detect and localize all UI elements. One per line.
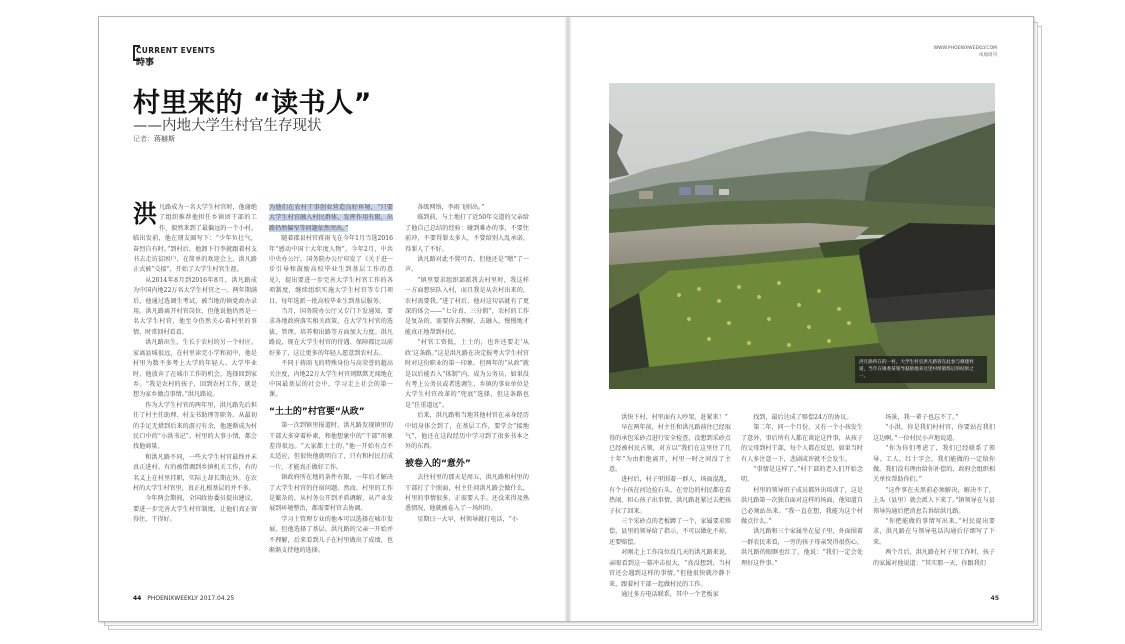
paragraph-text: 村里的领导班子成员都外出培训了，这是洪凡路第一次独自面对这样的场面，他知道自己必须站出来。“我一直在想，我能为这个村做点什么。” [741,486,863,526]
left-column-3 [405,203,529,591]
paragraph-text: 星期日一大早，村领导就打电话，“小 [417,515,518,523]
paragraph-text: 凡路成为一名大学生村官时，他谢绝了组织推荐他担任乡镇团干部的工作，毅然来到了最偏远的一个小村。临出发前，他在朋友圈写下：“少年负壮气，奋烈自有时。”到村后，他卸下行李就跟着村支书去走访贫困户，在简单的欢迎会上，洪凡路正式被“交接”，开始了大学生村官生涯。 [133,204,257,274]
paragraph-text: 洪凡路对此不置可否，但他还是“嗯”了一声。 [405,256,529,274]
paragraph [133,401,257,453]
paragraph [741,413,863,423]
drop-cap: 洪 [133,200,157,228]
byline-author: 蒋赫斯 [154,135,175,143]
issue-date: 2017.04.25 [199,595,235,602]
paragraph [609,590,731,600]
left-page [99,17,565,621]
paragraph [269,421,393,473]
paragraph-text: 找到，最后达成了赔偿24万的协议。 [753,414,853,421]
left-column-2 [269,203,393,591]
paragraph [405,213,529,255]
paragraph-text: “镇里要求组织部派我去村里时，我这样一方面想驻队入村，而且我是从农村出来的，农村需要我。”进了村后，他对这句话就有了更深的体会——“七分真、三分假”，农村的工作是复杂的，需要你去理解、去融入，慢慢地才能真正地帮到村民。 [405,276,529,336]
paragraph [133,338,257,400]
paragraph [609,423,731,475]
paragraph [269,234,393,307]
paragraph-text: 洪快下村，村里面有人吵架，赶紧来！” [621,414,728,421]
photo-landscape [609,83,995,389]
paragraph-text: 各级网络，李雨飞则出。” [417,204,485,211]
paragraph [133,494,257,525]
paragraph-text: 通过多方电话联系，其中一个老板家 [621,590,719,598]
paragraph [873,413,995,423]
paragraph [133,453,257,495]
paragraph-text: 当月，国务院办公厅又专门下发通知，要求各地政府落实相关政策，在大学生村官的选拔、管理、培养和出路等方面加大力度。洪凡路说，现在大学生村官的待遇、保障都比以前好多了，这让更多的年轻人愿意到农村去。 [269,308,393,357]
paragraph [405,338,529,411]
paragraph-text: 对刚走上工作岗位没几天的洪凡路来说，亲眼看到这一幕冲击很大，“真没想到，当村官还会遇到这样的事情。”但他很快就冷静下来，跟着村干部一起做村民的工作。 [609,549,731,588]
paragraph [741,486,863,528]
paragraph-text: 去往村里的那天是周五，洪凡路和村里的干部打了个照面，村主任问洪凡路会做什么，村里的事情很多，正需要人手。还没来得及熟悉情况，他就被卷入了一场纠纷。 [405,474,529,513]
article-subtitle: ——内地大学生村官生存现状 [133,118,322,134]
paragraph-text: 临到前，与土地打了近50年交道的父亲给了他自己总结的经验：碰到难办的事，不要往前冲，不要得罪太多人，不要给别人乱承诺，得罪人了不好。 [405,214,529,253]
paragraph [133,276,257,338]
paragraph [269,359,393,401]
paragraph-text: 洪凡路出生、生长于农村的另一个村庄。家离县城很远，在村里读完小学和初中，他是村里为数不多考上大学的年轻人。大学毕业时，他放弃了在城市工作的机会，选择回到家乡。“我是农村的孩子，回到农村工作，就是想为家乡做点事情。”洪凡路说。 [133,339,257,399]
highlighted-text: 为他们在农村干事创业营造良好环境，“只要大学生村官融入村民群体，发挥作用有限，出路仍然偏窄等问题依然突出。” [269,204,393,232]
paragraph-text: 三个采砂点的老板蹲了一个，家属要求赔偿，县里的领导给了指示，不可以做化不掉，还要赔偿。 [609,518,731,546]
article-title: 村里来的 “读书人” [133,88,372,119]
right-column-3 [873,413,995,591]
running-head [934,45,997,59]
right-column-1 [609,413,731,598]
paragraph-text: “事情是这样了，”村干部的老人们开始念叨。 [741,466,863,484]
paragraph-text: 镇政府所在地的条件有限，一年后才解决了大学生村官的住宿问题。然而，村里的工作是繁杂的，从村务公开到矛盾调解，从产业发展到环境整治，都需要村官去协调。 [269,474,393,513]
folio-left [133,595,234,602]
paragraph-text: 进村后，村子里围着一群人，场面混乱，有个小孩在河边捡石头，在旁边的村民都在看热闹，担心孩子出事情，洪凡路赶紧过去把孩子拉了回来。 [609,476,731,515]
paragraph-text: 不同于蒋雨飞的特殊身份与高荣誉的超高关注度，内地22万大学生村官则默默无闻地在中国最基层的社会中，学习走上社会的第一课。 [269,360,393,399]
paragraph [269,203,393,234]
byline-label: 记者： [133,135,154,143]
paragraph [405,515,529,525]
photo-caption: 洪凡路所在的一村，大学生村官洪凡路曾在此参与修建村道，当年在镇委某领导鼓励他来这里村组锻炼后的结果之一。 [855,356,987,383]
running-head-name: 凤凰周刊 [979,53,997,58]
paragraph [873,423,995,444]
paragraph-text: 和洪凡路不同，一些大学生村官最终并未真正进村。有的被借调到乡镇机关工作，有的名义上在村里挂职，实际上却长期在外。在农村的大学生村官里，真正扎根基层的并不多。 [133,453,257,492]
paragraph-text: 从2014年8月到2016年8月，洪凡路成为中国内地22万名大学生村官之一。两年期满后，他通过选调生考试，被当地的镇党政办录用。洪凡路离开村官岗位，但他说他仍然是一名大学生村官，他至今仍然关心着村里的事情，时常回村看看。 [133,276,257,336]
paragraph-text: 早在两年前，村主任和洪凡路前往已经取得的承包采砂点进行安全检查，没想到采砂点已经被村民占领，对方以“我们在这里住了几十年”为由拒绝离开，村里一时之间没了主意。 [609,424,731,474]
paragraph [873,517,995,548]
paragraph [741,423,863,465]
village-photo [609,83,995,389]
paragraph [405,411,529,453]
paragraph-text: “你把能做的事情写出来，”村民提出要求，洪凡路在与领导电话沟通后仔细写了下来。 [873,518,995,546]
paragraph-text: 第一次到镇里报道时，洪凡路发现镇里的干部大多穿着朴素，和他想象中的“干部”形象差得很远。“大家都土土的，”他一开始有点不太适应，但很快他就明白了，只有和村民打成一片，才能真正做好工作。 [269,422,393,471]
magazine-spread [98,16,1034,622]
paragraph [873,444,995,486]
paragraph [405,203,529,213]
paragraph-text: 学习土管理专业的他本可以选择在城市发展，但他选择了基层。洪凡路的父亲一开始并不理解，后来看到儿子在村里做出了成绩，也渐渐支持他的选择。 [269,515,393,554]
paragraph-text: 场景，我一辈子也忘不了。” [885,414,959,421]
paragraph [405,473,529,515]
paragraph [269,307,393,359]
byline [133,134,175,144]
paragraph [609,517,731,548]
paragraph [405,255,529,276]
paragraph [405,276,529,338]
paragraph-text: 今年两会期间，全国政协委员提出建议，要进一步完善大学生村官制度，让他们真正留得住、干得好。 [133,495,257,524]
section-label-cn: 時事 [136,58,155,68]
paragraph-text: “小洪，你是我们村村官，你要站在我们这边啊。”一位村民小声地说道。 [873,424,995,442]
paragraph [873,486,995,517]
magazine-name: PHOENIXWEEKLY [147,595,198,602]
paragraph [269,473,393,515]
right-column-2 [741,413,863,591]
paragraph-text: “村官工资低，土土的，也许还要走‘从政’这条路。”这是洪凡路在决定报考大学生村官时对这份职业的第一印象。但两年的“从政”就是以后能否入“体制”内，成为公务员，如果没有考上公务员或者选调生，乡镇的事业单位是大学生村官改革的“兜底”选择，但这条路也是“任重道远”。 [405,339,529,409]
paragraph [609,548,731,590]
paragraph-text: 第二年，同一个月份，又有一个小孩发生了意外，事后所有人都在谈论这件事，从孩子的父母到村干部，每个人都在反思，如果当时有人多注意一下，悲剧或许就不会发生。 [741,424,863,463]
paragraph-text: 作为大学生村官的两年里，洪凡路先后担任了村主任助理、村支书助理等职务。从最初的手足无措到后来的游刃有余，他逐渐成为村民口中的“小洪书记”。村里的大事小情，都会找他商量。 [133,401,257,451]
paragraph [133,200,257,276]
paragraph-text: 洪凡路和三个家属坐在屋子里，外面围着一群农民来看，一旁的孩子母亲哭得很伤心，洪凡路的眼眶也红了，他说：“我们一定会处理好这件事。” [741,528,863,567]
subheading: 被卷入的“意外” [405,458,471,469]
paragraph [873,548,995,569]
running-head-url: WWW.PHOENIXWEEKLY.COM [933,46,997,51]
subheading: “土土的”村官要“从政” [269,406,365,417]
paragraph [269,515,393,557]
paragraph [609,413,731,423]
paragraph [741,527,863,569]
paragraph [609,475,731,517]
page-number-left: 44 [133,595,142,602]
paragraph-text: 随着郡县村官蒋雨飞在今年1月当选2016年“感动中国十大年度人物”，今年2月，中共中央办公厅、国务院办公厅印发了《关于进一步引导和鼓励高校毕业生到基层工作的意见》，提出要进一步完善大学生村官工作的各项制度，继续组织实施大学生村官等专门项目，每年选派一批高校毕业生到基层服务。 [269,235,393,305]
page-number-right: 45 [990,595,999,602]
paragraph [741,465,863,486]
left-column-1 [133,200,257,591]
section-label-en: CURRENT EVENTS [136,46,216,55]
paragraph-text: 后来，洪凡路和当地其他村官在亲身经历中切身体会到了，在基层工作，要学会“接地气”，他还在这段经历中学习到了很多书本之外的东西。 [405,412,529,451]
right-page [571,17,1035,621]
paragraph-text: “你为你们考虑了，我们已经联系了领导、工人、红十字会，我们能做的一定给你做。我们没有理由给你补偿的，政府会组织相关单位帮助你们。” [873,445,995,484]
paragraph-text: 两个月后，洪凡路在村子里工作时，孩子的家属对他说道：“其实那一天，你跟我们 [873,549,995,567]
paragraph-text: “这件事在天黑前必须解决，解决不了，上头（县里）就会派人下来了。”镇领导在与县领导沟通后把消息告诉给洪凡路。 [873,486,995,515]
